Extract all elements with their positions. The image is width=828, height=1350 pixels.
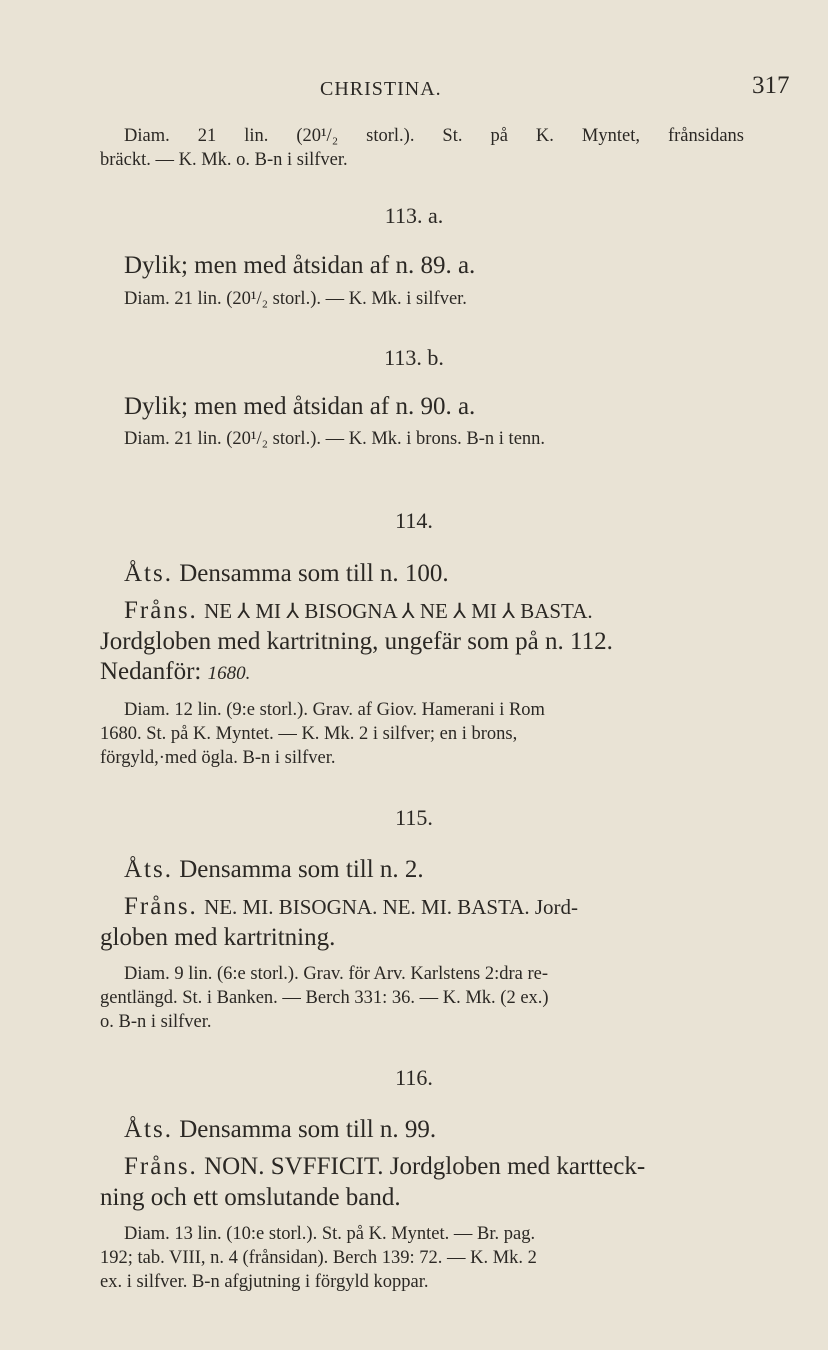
- obverse-label: Åts.: [124, 560, 173, 587]
- obverse-label: Åts.: [124, 1116, 173, 1143]
- reverse-legend: NON. SVFFICIT. Jordgloben med kartteck-: [204, 1153, 646, 1180]
- entry-text-line: 1680. St. på K. Myntet. — K. Mk. 2 i silfver; en i brons,: [100, 724, 518, 744]
- obverse-line: [124, 1116, 436, 1144]
- entry-text-line: ex. i silfver. B-n afgjutning i förgyld koppar.: [100, 1272, 429, 1292]
- entry-number: 114.: [395, 508, 433, 533]
- reverse-text: ning och ett omslutande band.: [100, 1184, 401, 1211]
- reverse-line: [124, 597, 593, 625]
- entry-number: 115.: [395, 805, 433, 830]
- reverse-text: globen med kartritning.: [100, 924, 336, 951]
- entry-number: 113. b.: [384, 345, 444, 370]
- reverse-legend: NE. MI. BISOGNA. NE. MI. BASTA. Jord-: [204, 895, 579, 919]
- entry-text-line: Diam. 21 lin. (20¹/₂ storl.). St. på K. Myntet, frånsidans: [124, 126, 744, 146]
- reverse-line: [124, 893, 578, 921]
- reverse-label: Fråns.: [124, 597, 198, 624]
- entry-text-line: Diam. 12 lin. (9:e storl.). Grav. af Giov. Hamerani i Rom: [124, 700, 545, 720]
- entry-text-line: o. B-n i silfver.: [100, 1012, 212, 1032]
- reverse-legend: NE ⅄ MI ⅄ BISOGNA ⅄ NE ⅄ MI ⅄ BASTA.: [204, 599, 593, 623]
- entry-text-line: förgyld,·med ögla. B-n i silfver.: [100, 748, 336, 768]
- entry-text-line: Diam. 9 lin. (6:e storl.). Grav. för Arv. Karlstens 2:dra re-: [124, 964, 549, 984]
- entry-text-line: Diam. 21 lin. (20¹/₂ storl.). — K. Mk. i brons. B-n i tenn.: [124, 429, 546, 449]
- below-value: 1680.: [207, 663, 251, 684]
- obverse-text: Densamma som till n. 99.: [179, 1116, 437, 1143]
- running-title: CHRISTINA.: [320, 78, 442, 100]
- obverse-text: Densamma som till n. 2.: [179, 856, 424, 883]
- entry-heading: Dylik; men med åtsidan af n. 89. a.: [124, 252, 476, 279]
- below-label: Nedanför:: [100, 658, 202, 685]
- reverse-label: Fråns.: [124, 893, 198, 920]
- entry-heading: Dylik; men med åtsidan af n. 90. a.: [124, 393, 476, 420]
- below-line: [100, 658, 250, 686]
- page-header: [0, 72, 828, 112]
- entry-number: 116.: [395, 1065, 433, 1090]
- entry-text-line: Diam. 13 lin. (10:e storl.). St. på K. Myntet. — Br. pag.: [124, 1224, 536, 1244]
- entry-text-line: bräckt. — K. Mk. o. B-n i silfver.: [100, 150, 348, 170]
- entry-text-line: 192; tab. VIII, n. 4 (frånsidan). Berch 139: 72. — K. Mk. 2: [100, 1248, 537, 1268]
- entry-text-line: gentlängd. St. i Banken. — Berch 331: 36. — K. Mk. (2 ex.): [100, 988, 549, 1008]
- entry-number: 113. a.: [384, 203, 444, 228]
- obverse-line: [124, 560, 449, 588]
- reverse-text: Jordgloben med kartritning, ungefär som på n. 112.: [100, 628, 613, 655]
- reverse-label: Fråns.: [124, 1153, 198, 1180]
- obverse-label: Åts.: [124, 856, 173, 883]
- entry-text-line: Diam. 21 lin. (20¹/₂ storl.). — K. Mk. i silfver.: [124, 289, 467, 309]
- obverse-line: [124, 856, 424, 884]
- obverse-text: Densamma som till n. 100.: [179, 560, 449, 587]
- reverse-line: [124, 1153, 645, 1181]
- page-number: 317: [752, 72, 790, 99]
